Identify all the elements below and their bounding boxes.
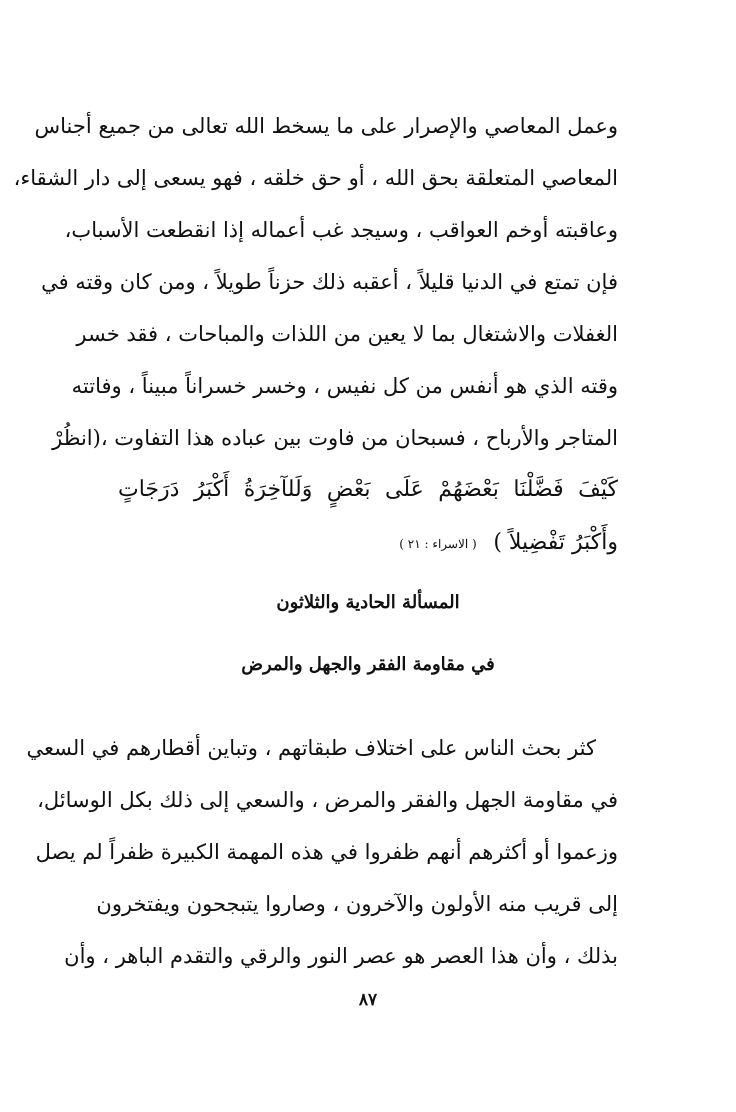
page-number: ٨٧ — [358, 990, 378, 1010]
paragraph-1 — [13, 100, 618, 568]
text-line: وقته الذي هو أنفس من كل نفيس ، وخسر خسراناً مبيناً ، وفاتته — [71, 374, 618, 398]
text-line: فإن تمتع في الدنيا قليلاً ، أعقبه ذلك حزناً طويلاً ، ومن كان وقته في — [41, 270, 618, 294]
verse-citation: ( الاسراء : ٢١ ) — [399, 536, 477, 551]
text-line: بذلك ، وأن هذا العصر هو عصر النور والرقي والتقدم الباهر ، وأن — [64, 944, 618, 968]
text-line: وعمل المعاصي والإصرار على ما يسخط الله تعالى من جميع أجناس — [34, 114, 618, 138]
quran-verse-line: كَيْفَ فَضَّلْنَا بَعْضَهُمْ عَلَى بَعْضٍ وَلَلآخِرَةُ أَكْبَرُ دَرَجَاتٍ — [118, 477, 618, 502]
text-line: كثر بحث الناس على اختلاف طبقاتهم ، وتباين أقطارهم في السعي — [26, 736, 596, 760]
quran-verse-text: وأَكْبَرُ تَفْضِيلاً ) — [493, 530, 618, 555]
text-line: المتاجر والأرباح ، فسبحان من فاوت بين عباده هذا التفاوت ،(انظُرْ — [52, 426, 618, 450]
text-line: في مقاومة الجهل والفقر والمرض ، والسعي إلى ذلك بكل الوسائل، — [37, 788, 618, 812]
text-line: إلى قريب منه الأولون والآخرون ، وصاروا يتبجحون ويفتخرون — [96, 892, 618, 916]
text-line: المعاصي المتعلقة بحق الله ، أو حق خلقه ، فهو يسعى إلى دار الشقاء، — [13, 166, 618, 190]
text-line: وعاقبته أوخم العواقب ، وسيجد غب أعماله إذا انقطعت الأسباب، — [64, 218, 618, 242]
section-title: المسألة الحادية والثلاثون — [276, 592, 460, 613]
section-subtitle: في مقاومة الفقر والجهل والمرض — [241, 654, 495, 675]
paragraph-2 — [26, 722, 618, 982]
text-line: الغفلات والاشتغال بما لا يعين من اللذات والمباحات ، فقد خسر — [76, 322, 618, 346]
quran-verse-end-line — [118, 516, 618, 568]
text-line: وزعموا أو أكثرهم أنهم ظفروا في هذه المهمة الكبيرة ظفراً لم يصل — [35, 840, 618, 864]
